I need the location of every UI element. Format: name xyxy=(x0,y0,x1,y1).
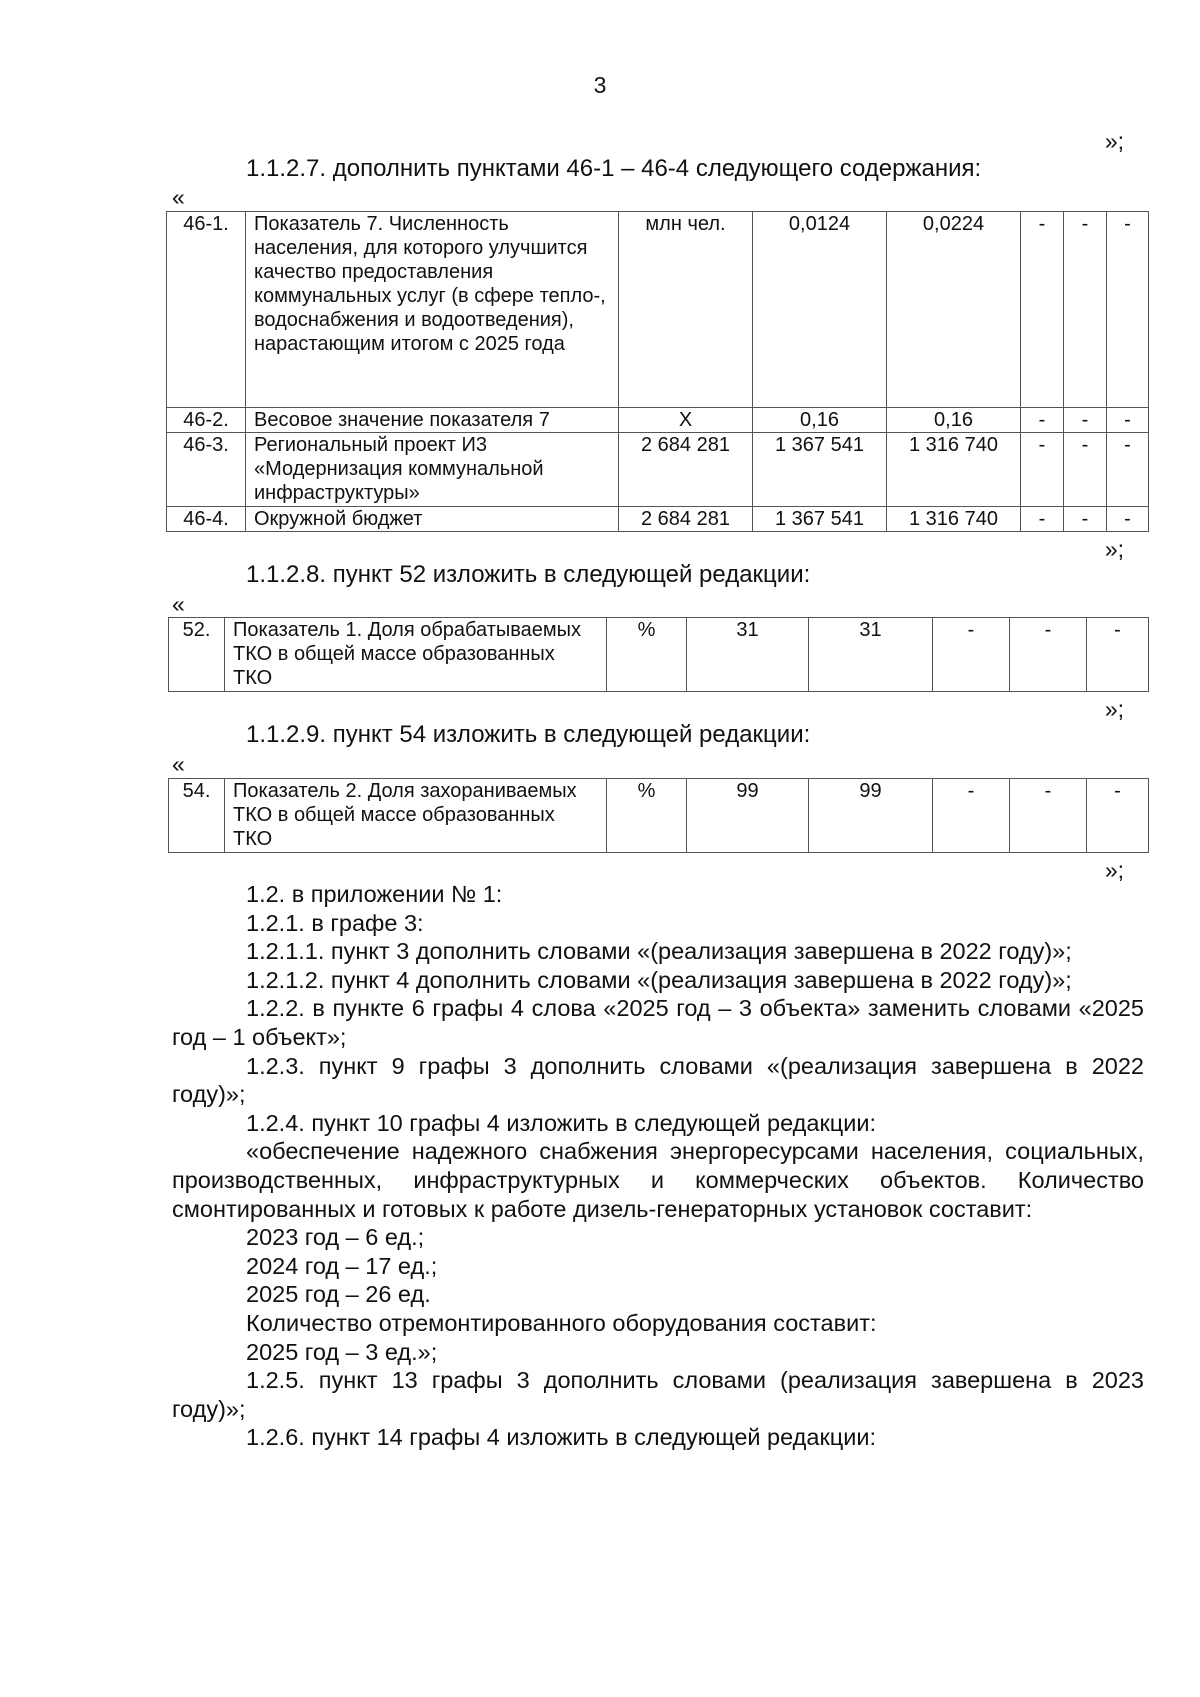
indicator-name: Показатель 1. Доля обрабатываемых ТКО в общей массе образованных ТКО xyxy=(225,618,607,692)
page-number: 3 xyxy=(593,72,607,98)
paragraph: 2024 год – 17 ед.; xyxy=(246,1252,438,1279)
row-number: 46-1. xyxy=(167,212,246,408)
dash-cell: - xyxy=(1021,507,1064,532)
dash-cell: - xyxy=(1010,779,1087,853)
row-number: 46-4. xyxy=(167,507,246,532)
dash-cell: - xyxy=(1107,433,1149,507)
closing-quote: »; xyxy=(1104,696,1124,722)
opening-quote: « xyxy=(172,751,185,777)
unit-cell: 2 684 281 xyxy=(619,433,753,507)
table-row xyxy=(167,433,1149,507)
value-cell: 0,0224 xyxy=(887,212,1021,408)
paragraph: 2025 год – 26 ед. xyxy=(246,1281,431,1308)
paragraph: 1.2.1.2. пункт 4 дополнить словами «(реализация завершена в 2022 году)»; xyxy=(246,966,1072,993)
value-cell: 1 367 541 xyxy=(753,433,887,507)
dash-cell: - xyxy=(1107,212,1149,408)
row-number: 46-2. xyxy=(167,408,246,433)
value-cell: 99 xyxy=(687,779,809,853)
unit-cell: % xyxy=(607,779,687,853)
dash-cell: - xyxy=(1064,433,1107,507)
dash-cell: - xyxy=(1010,618,1087,692)
table-row xyxy=(167,507,1149,532)
table-46 xyxy=(166,211,1149,532)
dash-cell: - xyxy=(933,618,1010,692)
dash-cell: - xyxy=(1021,408,1064,433)
dash-cell: - xyxy=(1087,618,1149,692)
dash-cell: - xyxy=(1087,779,1149,853)
value-cell: 31 xyxy=(687,618,809,692)
table-52 xyxy=(168,617,1149,692)
value-cell: 1 316 740 xyxy=(887,507,1021,532)
value-cell: 1 316 740 xyxy=(887,433,1021,507)
value-cell: 0,16 xyxy=(887,408,1021,433)
unit-cell: Х xyxy=(619,408,753,433)
unit-cell: млн чел. xyxy=(619,212,753,408)
table-row xyxy=(167,408,1149,433)
dash-cell: - xyxy=(1021,212,1064,408)
dash-cell: - xyxy=(1107,408,1149,433)
section-heading-1129: 1.1.2.9. пункт 54 изложить в следующей редакции: xyxy=(246,721,811,748)
opening-quote: « xyxy=(172,184,185,210)
table-row xyxy=(167,212,1149,408)
value-cell: 1 367 541 xyxy=(753,507,887,532)
value-cell: 31 xyxy=(809,618,933,692)
table-row xyxy=(169,779,1149,853)
paragraph: 1.2.5. пункт 13 графы 3 дополнить словами (реализация завершена в 2023 году)»; xyxy=(172,1367,1144,1422)
indicator-name: Показатель 7. Численность населения, для которого улучшится качество предоставления коммунальных услуг (в сфере тепло-, водоснабжения и водоотведения), нарастающим итогом с 2025 года xyxy=(246,212,619,408)
section-heading-1127: 1.1.2.7. дополнить пунктами 46-1 – 46-4 следующего содержания: xyxy=(246,155,982,182)
table-row xyxy=(169,618,1149,692)
dash-cell: - xyxy=(1064,408,1107,433)
paragraph: 2023 год – 6 ед.; xyxy=(246,1224,425,1251)
body-text xyxy=(172,880,1144,1452)
paragraph: 1.2.4. пункт 10 графы 4 изложить в следующей редакции: xyxy=(246,1109,876,1136)
paragraph: 2025 год – 3 ед.»; xyxy=(246,1338,438,1365)
indicator-name: Региональный проект И3 «Модернизация коммунальной инфраструктуры» xyxy=(246,433,619,507)
paragraph: 1.2.2. в пункте 6 графы 4 слова «2025 год – 3 объекта» заменить словами «2025 год – 1 объект»; xyxy=(172,995,1144,1050)
dash-cell: - xyxy=(933,779,1010,853)
dash-cell: - xyxy=(1064,507,1107,532)
paragraph: «обеспечение надежного снабжения энергоресурсами населения, социальных, производственных, инфраструктурных и коммерческих объектов. Количество смонтированных и готовых к работе дизель-генераторных установок составит: xyxy=(172,1138,1144,1222)
paragraph: 1.2.6. пункт 14 графы 4 изложить в следующей редакции: xyxy=(246,1424,876,1451)
row-number: 54. xyxy=(169,779,225,853)
unit-cell: % xyxy=(607,618,687,692)
dash-cell: - xyxy=(1107,507,1149,532)
closing-quote: »; xyxy=(1104,857,1124,883)
indicator-name: Окружной бюджет xyxy=(246,507,619,532)
unit-cell: 2 684 281 xyxy=(619,507,753,532)
row-number: 46-3. xyxy=(167,433,246,507)
indicator-name: Весовое значение показателя 7 xyxy=(246,408,619,433)
closing-quote: »; xyxy=(1104,536,1124,562)
value-cell: 99 xyxy=(809,779,933,853)
paragraph: 1.2.1. в графе 3: xyxy=(246,909,424,936)
row-number: 52. xyxy=(169,618,225,692)
table-54 xyxy=(168,778,1149,853)
paragraph: 1.2.1.1. пункт 3 дополнить словами «(реализация завершена в 2022 году)»; xyxy=(246,938,1072,965)
closing-quote: »; xyxy=(1104,128,1124,154)
value-cell: 0,0124 xyxy=(753,212,887,408)
dash-cell: - xyxy=(1021,433,1064,507)
paragraph: Количество отремонтированного оборудования составит: xyxy=(246,1309,877,1336)
section-heading-1128: 1.1.2.8. пункт 52 изложить в следующей редакции: xyxy=(246,561,811,588)
value-cell: 0,16 xyxy=(753,408,887,433)
paragraph: 1.2. в приложении № 1: xyxy=(246,881,503,907)
dash-cell: - xyxy=(1064,212,1107,408)
indicator-name: Показатель 2. Доля захораниваемых ТКО в общей массе образованных ТКО xyxy=(225,779,607,853)
opening-quote: « xyxy=(172,591,185,617)
paragraph: 1.2.3. пункт 9 графы 3 дополнить словами «(реализация завершена в 2022 году)»; xyxy=(172,1052,1144,1108)
